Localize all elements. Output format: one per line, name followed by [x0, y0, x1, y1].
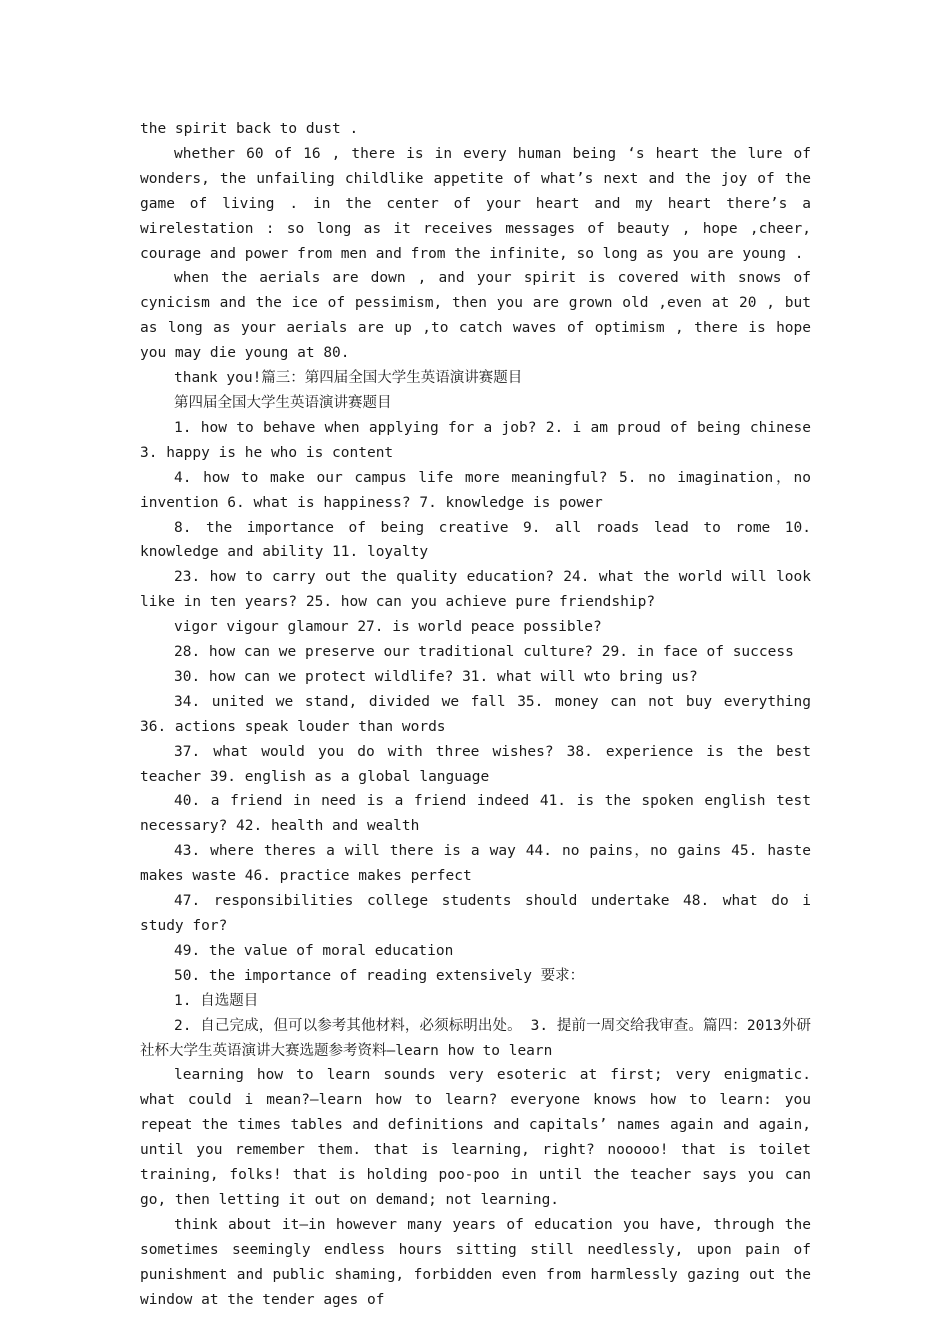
topic-list-item: 28. how can we preserve our traditional culture? 29. in face of success [174, 644, 794, 661]
paragraph-body: think about it—in however many years of education you have, through the sometimes seemingly endless hours sitting still needlessly, upon pain of punishment and public shaming, forbidden even from harmlessly gazing out the window at the tender ages of [140, 1216, 811, 1308]
topic-list-item: 40. a friend in need is a friend indeed 41. is the spoken english test necessary? 42. health and wealth [140, 793, 811, 835]
section-heading: 第四届全国大学生英语演讲赛题目 [174, 394, 392, 411]
paragraph-4: thank you!篇三：第四届全国大学生英语演讲赛题目 [174, 370, 523, 387]
requirement-item: 2. 自己完成，但可以参考其他材料，必须标明出处。 3. 提前一周交给我审查。篇四：2013外研社杯大学生英语演讲大赛选题参考资料—learn how to learn [140, 1017, 811, 1059]
topic-list-item: 8. the importance of being creative 9. all roads lead to rome 10. knowledge and ability 11. loyalty [140, 519, 811, 561]
topic-list-item: 1. how to behave when applying for a job? 2. i am proud of being chinese 3. happy is he who is content [140, 419, 811, 461]
paragraph-body: learning how to learn sounds very esoteric at first; very enigmatic. what could i mean?—learn how to learn? everyone knows how to learn: you repeat the times tables and definitions and capitals’ names again and again, until you remember them. that is learning, right? nooooo! that is toilet training, folks! that is holding poo-poo in until the teacher says you can go, then letting it out on demand; not learning. [140, 1067, 811, 1208]
topic-list-item: 30. how can we protect wildlife? 31. what will wto bring us? [174, 668, 698, 685]
paragraph-2: whether 60 of 16 , there is in every human being ‘s heart the lure of wonders, the unfailing childlike appetite of what’s next and the joy of the game of living . in the center of your heart and my heart there’s a wirelestation : so long as it receives messages of beauty , hope ,cheer, courage and power from men and from the infinite, so long as you are young . [140, 145, 811, 262]
paragraph-1: the spirit back to dust . [140, 121, 359, 137]
topic-list-item: 47. responsibilities college students should undertake 48. what do i study for? [140, 893, 811, 934]
topic-list-item: 23. how to carry out the quality education? 24. what the world will look like in ten years? 25. how can you achieve pure friendship? [140, 569, 811, 611]
topic-list-item: 49. the value of moral education [174, 942, 454, 959]
topic-list-item: 4. how to make our campus life more meaningful? 5. no imagination，no invention 6. what is happiness? 7. knowledge is power [140, 469, 811, 511]
topic-list-item: 37. what would you do with three wishes? 38. experience is the best teacher 39. english as a global language [140, 743, 811, 785]
topic-list-item: 34. united we stand, divided we fall 35. money can not buy everything 36. actions speak louder than words [140, 693, 811, 735]
topic-list-item: 50. the importance of reading extensively 要求： [174, 967, 585, 984]
paragraph-3: when the aerials are down , and your spirit is covered with snows of cynicism and the ice of pessimism, then you are grown old ,even at 20 , but as long as your aerials are up ,to catch waves of optimism , there is hope you may die young at 80. [140, 270, 811, 362]
document-body [140, 117, 811, 1313]
requirement-item: 1. 自选题目 [174, 992, 259, 1009]
topic-list-item: vigor vigour glamour 27. is world peace possible? [174, 619, 602, 636]
topic-list-item: 43. where theres a will there is a way 44. no pains，no gains 45. haste makes waste 46. practice makes perfect [140, 843, 811, 885]
